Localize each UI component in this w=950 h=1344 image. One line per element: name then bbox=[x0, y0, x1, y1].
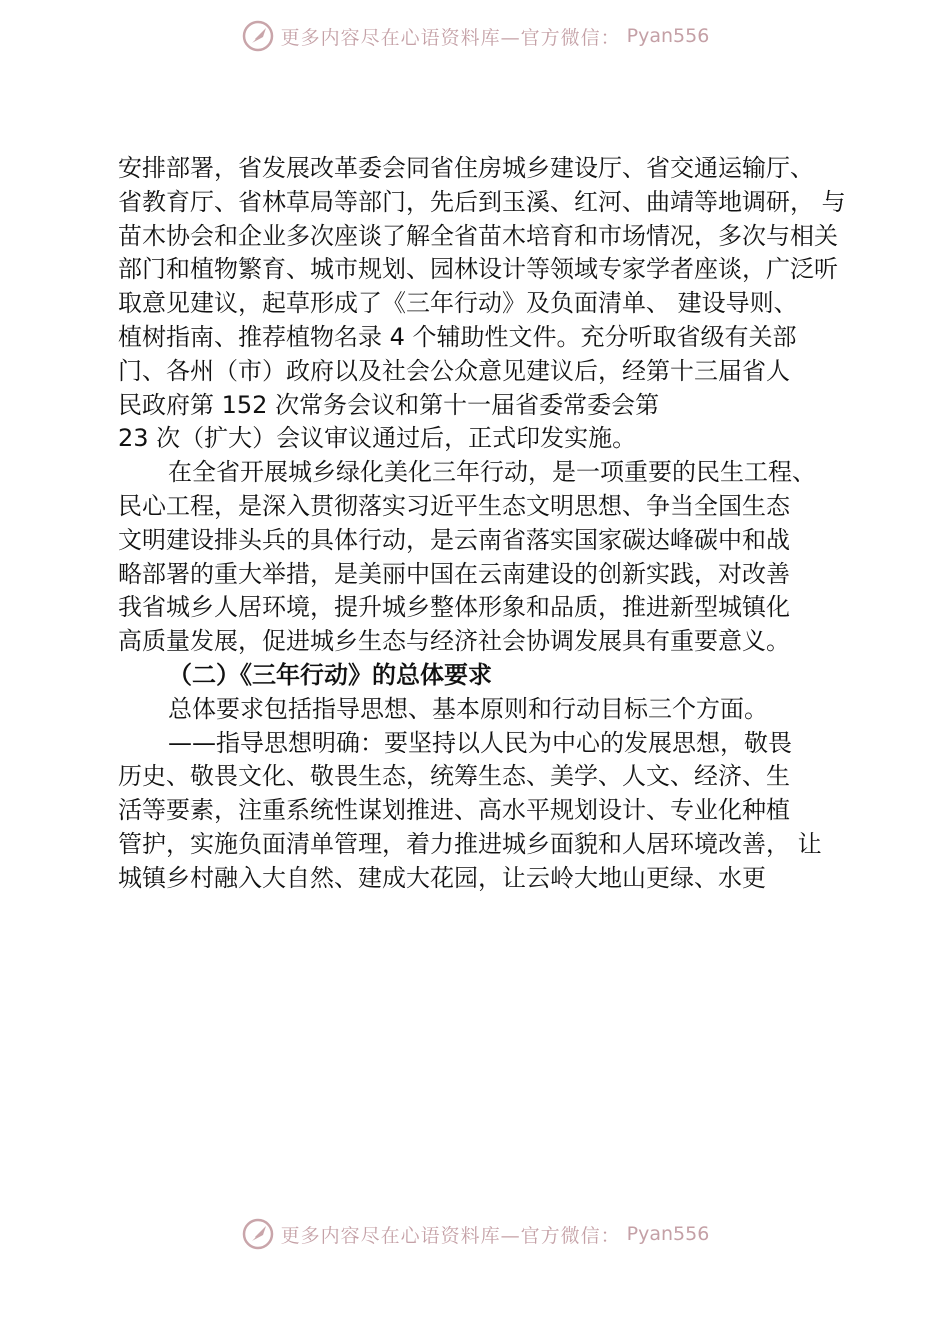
body-line: 高质量发展，促进城乡生态与经济社会协调发展具有重要意义。 bbox=[118, 627, 790, 656]
body-line: 历史、敬畏文化、敬畏生态，统筹生态、美学、人文、经济、生 bbox=[118, 762, 790, 791]
header-watermark bbox=[0, 14, 950, 58]
body-line: 文明建设排头兵的具体行动，是云南省落实国家碳达峰碳中和战 bbox=[118, 525, 790, 554]
watermark-text: 更多内容尽在心语资料库—官方微信： bbox=[280, 26, 621, 49]
watermark-wechat-id: Pyan556 bbox=[626, 25, 710, 47]
body-line: 部门和植物繁育、城市规划、园林设计等领域专家学者座谈，广泛听 bbox=[118, 255, 838, 284]
quill-logo-icon bbox=[241, 1217, 275, 1251]
paragraph-start-line: 总体要求包括指导思想、基本原则和行动目标三个方面。 bbox=[168, 694, 768, 723]
body-line: 门、各州（市）政府以及社会公众意见建议后，经第十三届省人 bbox=[118, 356, 790, 385]
quill-logo-icon bbox=[241, 19, 275, 53]
body-line: 我省城乡人居环境，提升城乡整体形象和品质，推进新型城镇化 bbox=[118, 593, 790, 622]
body-line: 安排部署，省发展改革委会同省住房城乡建设厅、省交通运输厅、 bbox=[118, 154, 814, 182]
watermark-wechat-id: Pyan556 bbox=[626, 1223, 710, 1245]
body-line: 省教育厅、省林草局等部门，先后到玉溪、红河、曲靖等地调研， 与 bbox=[118, 187, 846, 216]
body-line: 管护，实施负面清单管理，着力推进城乡面貌和人居环境改善， 让 bbox=[118, 829, 822, 858]
body-line: 略部署的重大举措，是美丽中国在云南建设的创新实践，对改善 bbox=[118, 559, 790, 588]
body-line: 植树指南、推荐植物名录 4 个辅助性文件。充分听取省级有关部 bbox=[118, 322, 797, 351]
body-line: 民心工程，是深入贯彻落实习近平生态文明思想、争当全国生态 bbox=[118, 491, 790, 520]
footer-watermark bbox=[0, 1212, 950, 1256]
body-line: 取意见建议，起草形成了《三年行动》及负面清单、 建设导则、 bbox=[118, 289, 798, 318]
body-line: 城镇乡村融入大自然、建成大花园，让云岭大地山更绿、水更 bbox=[118, 863, 766, 892]
body-line: 23 次（扩大）会议审议通过后，正式印发实施。 bbox=[118, 424, 637, 453]
body-line: 苗木协会和企业多次座谈了解全省苗木培育和市场情况，多次与相关 bbox=[118, 221, 838, 250]
body-line: 民政府第 152 次常务会议和第十一届省委常委会第 bbox=[118, 390, 660, 419]
paragraph-start-line: 在全省开展城乡绿化美化三年行动，是一项重要的民生工程、 bbox=[168, 458, 816, 487]
document-body bbox=[118, 152, 846, 896]
body-line: 活等要素，注重系统性谋划推进、高水平规划设计、专业化种植 bbox=[118, 796, 790, 825]
section-heading: （二）《三年行动》的总体要求 bbox=[168, 660, 492, 689]
paragraph-start-line: ——指导思想明确：要坚持以人民为中心的发展思想，敬畏 bbox=[168, 728, 792, 757]
watermark-text: 更多内容尽在心语资料库—官方微信： bbox=[280, 1224, 621, 1247]
